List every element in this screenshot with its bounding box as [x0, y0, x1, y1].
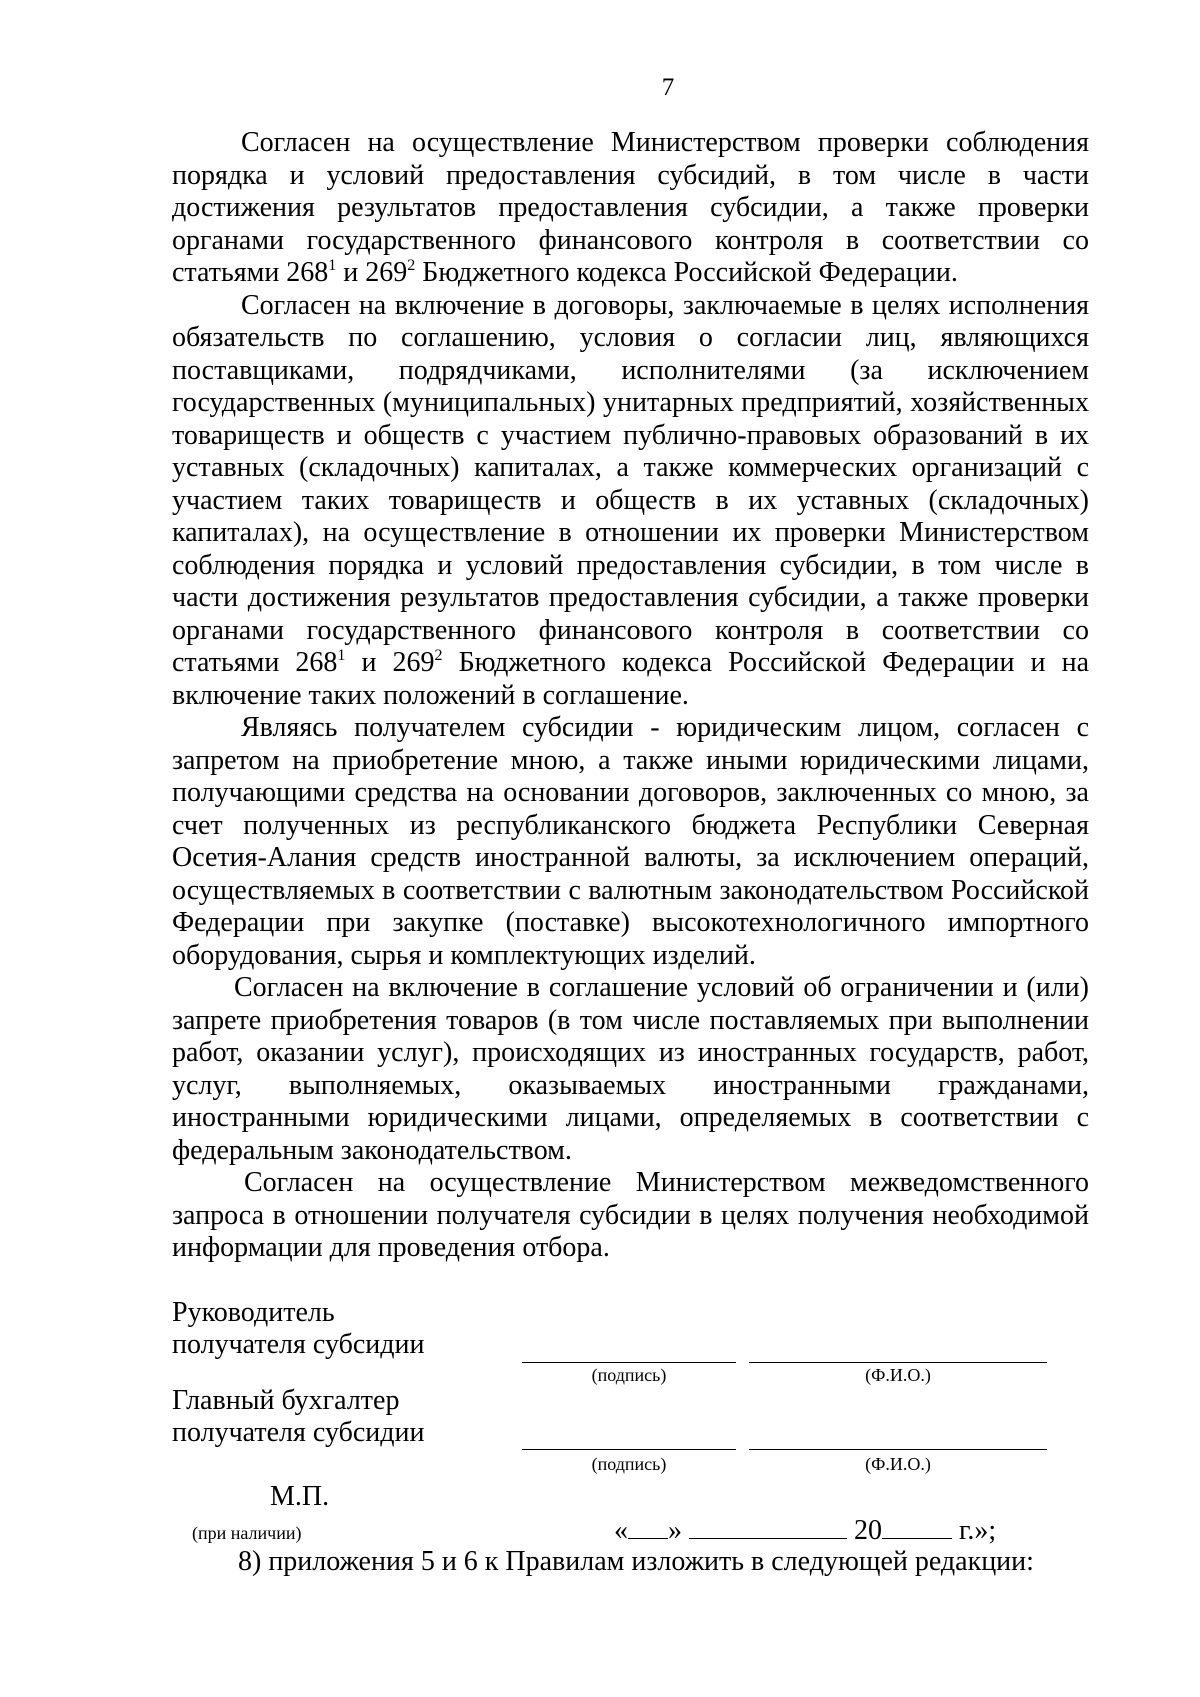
date-suffix: г.»;: [959, 1515, 997, 1546]
accountant-signature-line[interactable]: [522, 1449, 736, 1450]
accountant-label-line2: получателя субсидии: [172, 1417, 425, 1448]
document-body: [172, 127, 1089, 1265]
superscript: 2: [434, 647, 443, 664]
paragraph-text: и 269: [345, 647, 435, 678]
date-day-field[interactable]: [628, 1512, 668, 1539]
date-year-prefix: 20: [854, 1515, 882, 1546]
date-close-quote: »: [668, 1515, 682, 1546]
head-name-line[interactable]: [749, 1362, 1047, 1363]
head-signature-line[interactable]: [522, 1362, 736, 1363]
head-label-line1: Руководитель: [172, 1297, 335, 1328]
superscript: 1: [337, 647, 346, 664]
accountant-signature-caption: (подпись): [591, 1454, 667, 1474]
date-open-quote: «: [614, 1515, 628, 1546]
head-signature-caption: (подпись): [591, 1365, 667, 1385]
paragraph-foreign-goods: Согласен на включение в соглашение условий об ограничении и (или) запрете приобретения товаров (в том числе поставляемых при выполнении работ, оказании услуг), происходящих из иностранных государств, работ, услуг, выполняемых, оказываемых иностранными гражданами, иностранными юридическими лицами, определяемых в соответствии с федеральным законодательством.: [172, 972, 1089, 1166]
paragraph-text: Бюджетного кодекса Российской Федерации и на включение таких положений в соглашение.: [172, 647, 1089, 711]
paragraph-audit-consent: [172, 127, 1089, 290]
stamp-label: М.П.: [270, 1481, 330, 1512]
accountant-label: [172, 1385, 424, 1449]
superscript: 1: [328, 257, 337, 274]
paragraph-text: Бюджетного кодекса Российской Федерации.: [415, 257, 958, 288]
page-number: 7: [661, 74, 675, 101]
head-name-caption: (Ф.И.О.): [865, 1365, 931, 1385]
paragraph-text: и 269: [336, 257, 408, 288]
paragraph-text: Согласен на осуществление Министерством проверки соблюдения порядка и условий предоставления субсидий, в том числе в части достижения результатов предоставления субсидии, а также проверки органами государственного финансового контроля в соответствии со статьями 268: [172, 127, 1089, 288]
stamp-note: (при наличии): [192, 1523, 302, 1543]
paragraph-interagency-request: Согласен на осуществление Министерством межведомственного запроса в отношении получателя субсидии в целях получения необходимой информации для проведения отбора.: [172, 1167, 1089, 1263]
accountant-name-caption: (Ф.И.О.): [865, 1454, 931, 1474]
date-year-field[interactable]: [882, 1512, 952, 1539]
head-label: [172, 1297, 424, 1361]
superscript: 2: [407, 257, 416, 274]
closing-clause: 8) приложения 5 и 6 к Правилам изложить в следующей редакции:: [238, 1546, 1034, 1577]
date-line: [614, 1512, 996, 1547]
head-label-line2: получателя субсидии: [172, 1329, 425, 1360]
accountant-label-line1: Главный бухгалтер: [172, 1385, 400, 1416]
paragraph-contracts-consent: [172, 290, 1089, 713]
accountant-name-line[interactable]: [749, 1449, 1047, 1450]
paragraph-text: Согласен на включение в договоры, заключаемые в целях исполнения обязательств по соглашению, условия о согласии лиц, являющихся поставщиками, подрядчиками, исполнителями (за исключением государственных (муниципальных) унитарных предприятий, хозяйственных товариществ и обществ с участием публично-правовых образований в их уставных (складочных) капиталах, а также коммерческих организаций с участием таких товариществ и обществ в их уставных (складочных) капиталах), на осуществление в отношении их проверки Министерством соблюдения порядка и условий предоставления субсидии, в том числе в части достижения результатов предоставления субсидии, а также проверки органами государственного финансового контроля в соответствии со статьями 268: [172, 289, 1089, 678]
date-month-field[interactable]: [689, 1512, 847, 1539]
paragraph-currency-ban: Являясь получателем субсидии - юридическим лицом, согласен с запретом на приобретение мною, а также иными юридическими лицами, получающими средства на основании договоров, заключенных со мною, за счет полученных из республиканского бюджета Республики Северная Осетия-Алания средств иностранной валюты, за исключением операций, осуществляемых в соответствии с валютным законодательством Российской Федерации при закупке (поставке) высокотехнологичного импортного оборудования, сырья и комплектующих изделий.: [172, 712, 1089, 971]
